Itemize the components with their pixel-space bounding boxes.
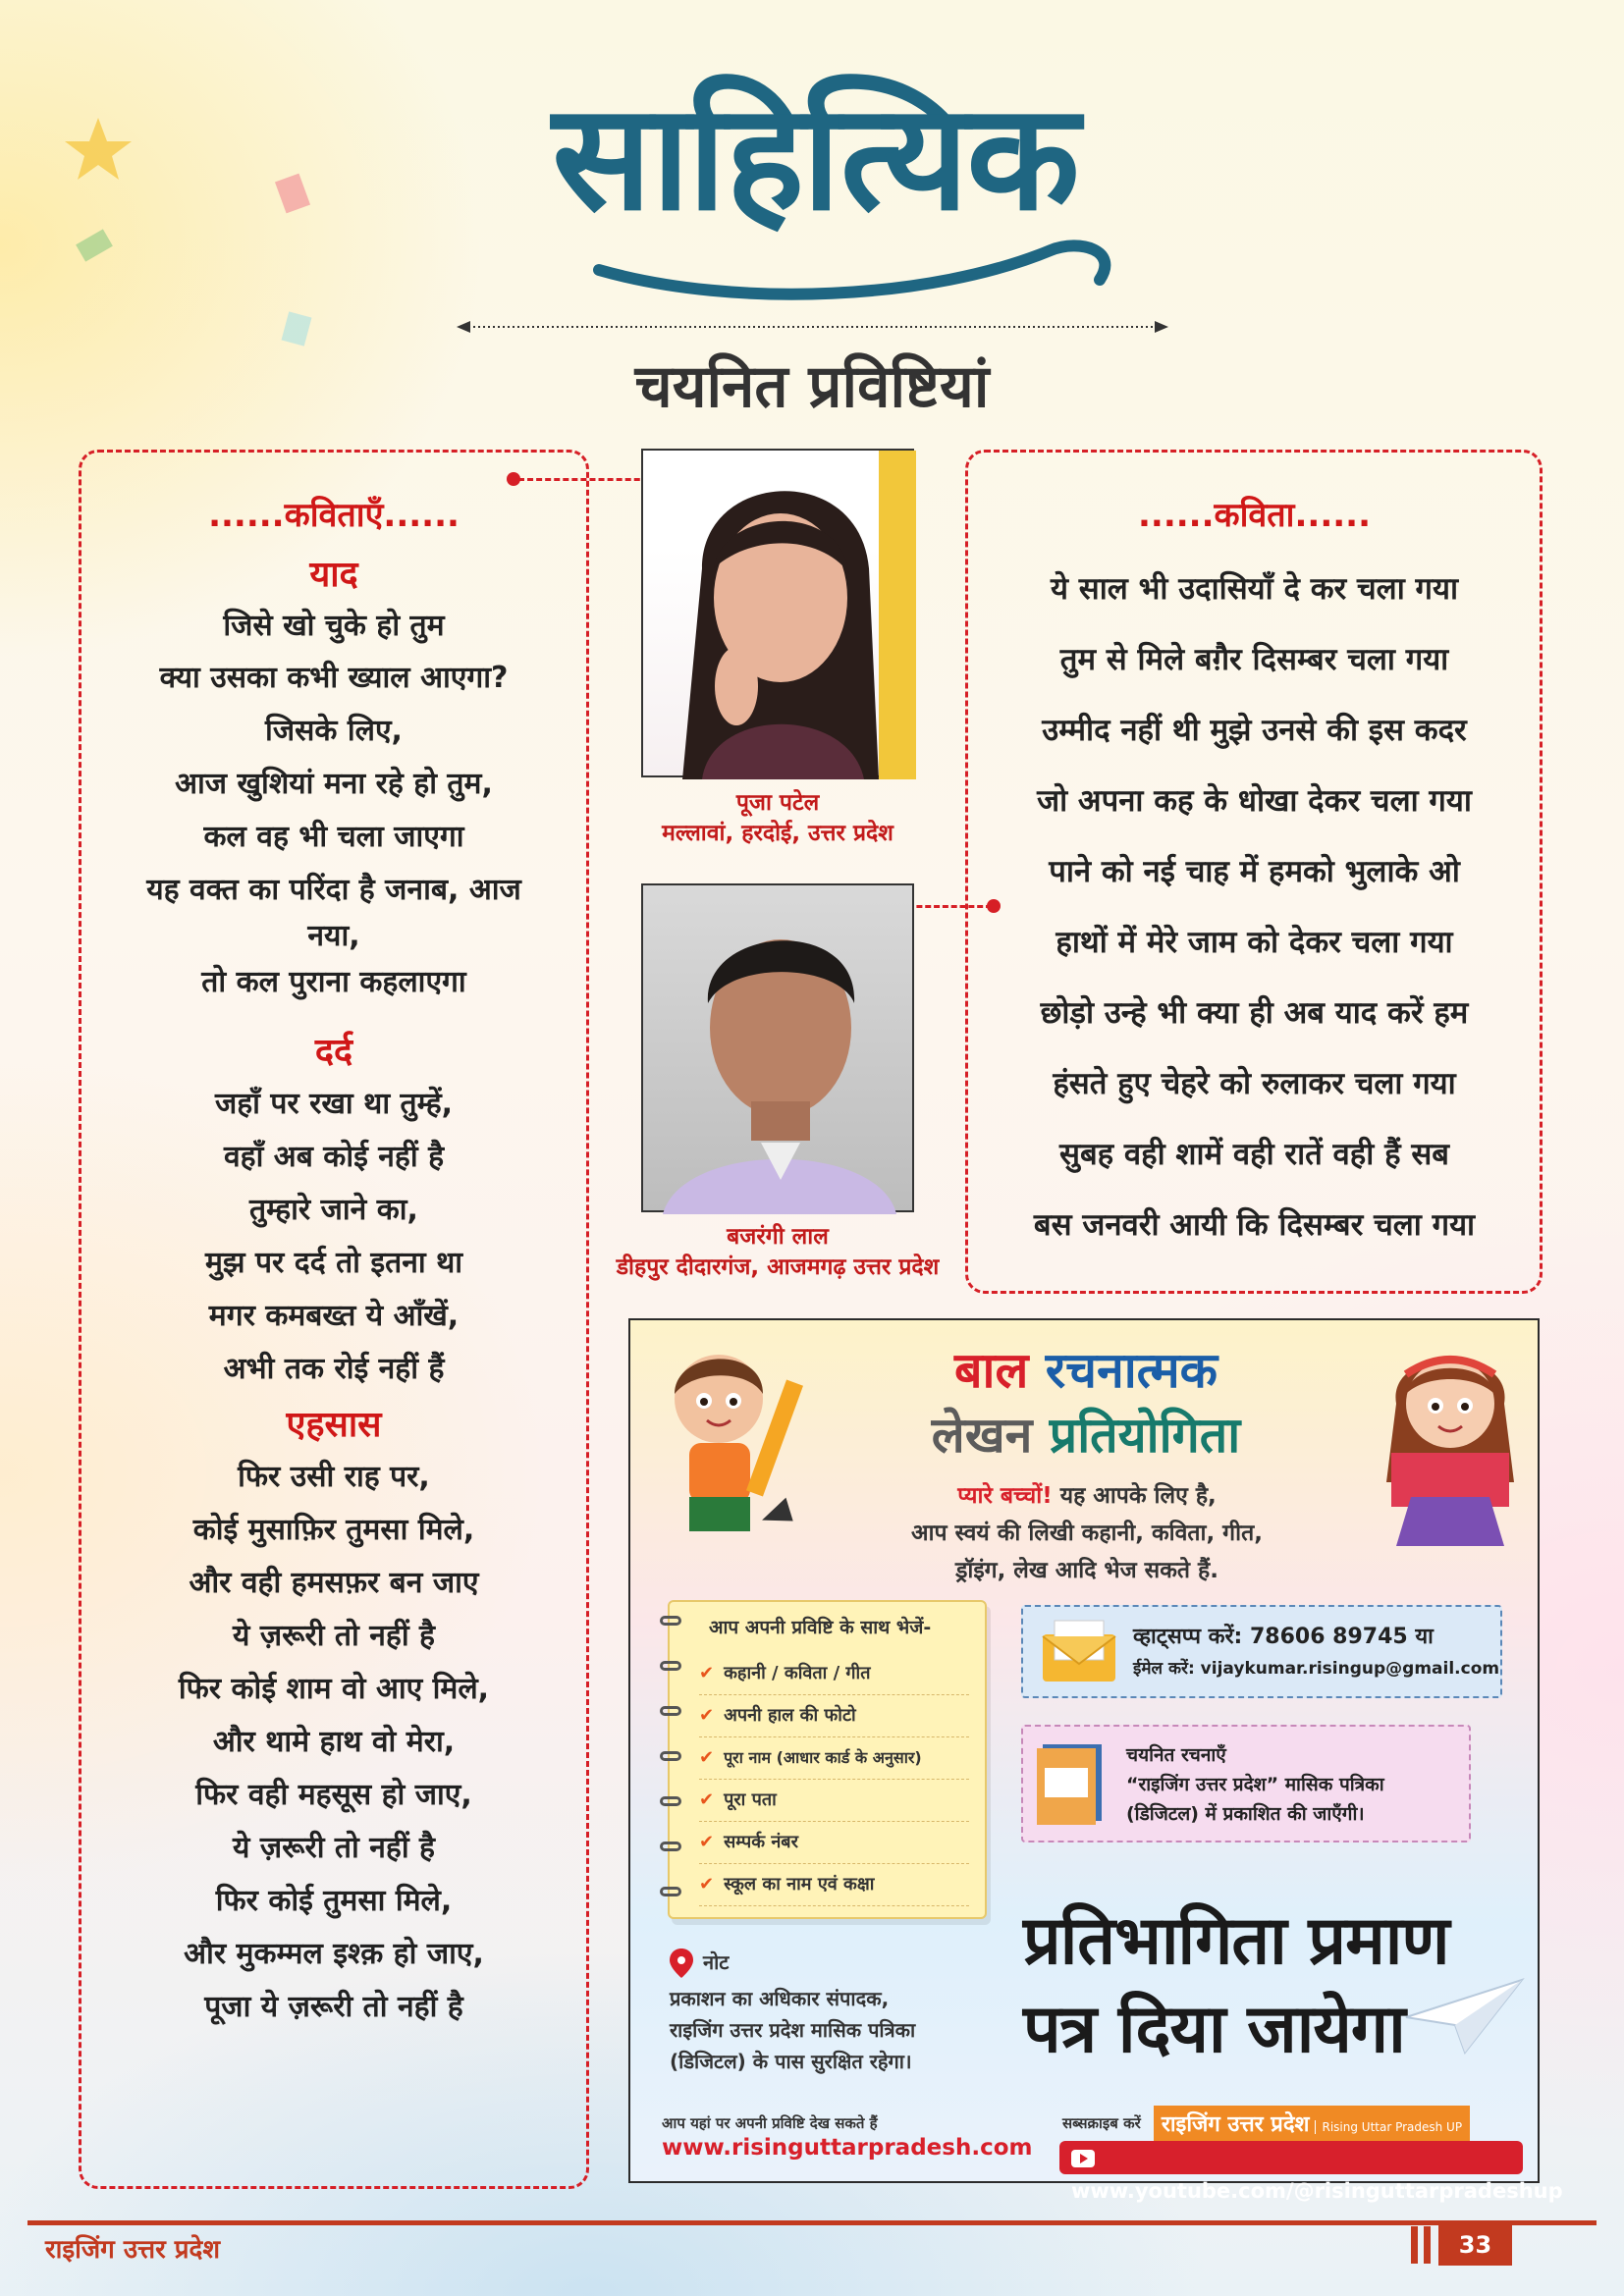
checklist-item	[699, 1822, 969, 1864]
checklist-text: अपनी हाल की फोटो	[724, 1705, 856, 1726]
notepad-ring	[660, 1796, 681, 1806]
youtube-icon	[1071, 2150, 1095, 2167]
checklist-text: स्कूल का नाम एवं कक्षा	[724, 1874, 875, 1895]
poem-line: जिसके लिए,	[265, 714, 403, 748]
youtube-url: www.youtube.com/@risinguttarpradeshup	[1071, 2179, 1563, 2203]
selected-entries-line: (डिजिटल) में प्रकाशित की जाएँगी।	[1126, 1803, 1365, 1825]
check-icon: ✔	[699, 1747, 715, 1768]
note-line: (डिजिटल) के पास सुरक्षित रहेगा।	[670, 2050, 912, 2073]
notepad-ring	[660, 1887, 681, 1896]
poem-line: पूजा ये ज़रूरी तो नहीं है	[204, 1990, 463, 2024]
ad-intro-text: ड्रॉइंग, लेख आदि भेज सकते हैं.	[955, 1558, 1218, 1583]
poem-line: तुम्हारे जाने का,	[249, 1193, 418, 1227]
checklist-item	[699, 1737, 969, 1780]
poem-line: और मुकम्मल इश्क़ हो जाए,	[184, 1937, 484, 1971]
poem-line: जहाँ पर रखा था तुम्हें,	[214, 1087, 454, 1121]
poem-line: वहाँ अब कोई नहीं है	[223, 1140, 445, 1174]
check-icon: ✔	[699, 1832, 715, 1852]
poem-line: हाथों में मेरे जाम को देकर चला गया	[1056, 925, 1453, 960]
ad-intro-highlight: प्यारे बच्चों!	[957, 1483, 1053, 1509]
selected-entries-text	[1126, 1740, 1384, 1829]
author-name: पूजा पटेल	[735, 790, 820, 816]
confetti-decoration	[59, 108, 353, 363]
poem-line: आज खुशियां मना रहे हो तुम,	[175, 767, 493, 801]
poem-line: तुम से मिले बग़ैर दिसम्बर चला गया	[1059, 642, 1449, 677]
poem-line: पाने को नई चाह में हमको भुलाके ओ	[1049, 854, 1460, 889]
youtube-link[interactable]	[1059, 2141, 1563, 2203]
title-divider	[457, 318, 1168, 336]
notepad-ring	[660, 1751, 681, 1761]
poem-line: फिर कोई शाम वो आए मिले,	[178, 1672, 490, 1706]
ad-title-line1	[630, 1340, 1542, 1401]
selected-entries-box	[1021, 1725, 1471, 1842]
poem-line: क्या उसका कभी ख्याल आएगा?	[159, 661, 509, 695]
author-place: मल्लावां, हरदोई, उत्तर प्रदेश	[662, 821, 893, 846]
checklist-text: कहानी / कविता / गीत	[724, 1663, 871, 1683]
website-link[interactable]: www.risinguttarpradesh.com	[662, 2135, 1033, 2161]
poem-line: फिर उसी राह पर,	[238, 1460, 430, 1494]
footer-bar	[1411, 2226, 1418, 2264]
checklist-item	[699, 1864, 969, 1906]
submission-checklist	[668, 1600, 987, 1919]
poem-line: ये ज़रूरी तो नहीं है	[233, 1619, 435, 1653]
poem-line: कोई मुसाफ़िर तुमसा मिले,	[192, 1513, 475, 1547]
poem-line: उम्मीद नहीं थी मुझे उनसे की इस कदर	[1042, 713, 1467, 748]
checklist-item	[699, 1695, 969, 1737]
poem-line: तो कल पुराना कहलाएगा	[201, 965, 466, 999]
checklist-text: पूरा नाम (आधार कार्ड के अनुसार)	[724, 1748, 922, 1767]
notepad-ring	[660, 1616, 681, 1626]
ad-title-word: प्रतियोगिता	[1049, 1407, 1241, 1464]
poem-line: और थामे हाथ वो मेरा,	[212, 1725, 456, 1759]
poem-line: ये साल भी उदासियाँ दे कर चला गया	[1051, 571, 1458, 607]
checklist-text: पूरा पता	[724, 1789, 777, 1810]
footer-bars	[1411, 2226, 1436, 2264]
page-number: 33	[1438, 2224, 1512, 2266]
poem-line: कल वह भी चला जाएगा	[203, 820, 464, 854]
poem-title: एहसास	[286, 1405, 382, 1445]
poem-line: यह वक्त का परिंदा है जनाब, आज	[146, 873, 521, 907]
footer-brand: राइजिंग उत्तर प्रदेश	[45, 2235, 221, 2265]
brand-badge	[1154, 2106, 1470, 2141]
ad-footer-caption: आप यहां पर अपनी प्रविष्टि देख सकते हैं	[662, 2114, 878, 2132]
checklist-heading: आप अपनी प्रविष्टि के साथ भेजें-	[709, 1617, 932, 1638]
poem-line: जो अपना कह के धोखा देकर चला गया	[1037, 783, 1472, 819]
note-text	[670, 1983, 1003, 2077]
check-icon: ✔	[699, 1874, 715, 1895]
poem-line: अभी तक रोई नहीं हैं	[223, 1352, 445, 1386]
subscribe-row	[1062, 2106, 1470, 2141]
notepad-ring	[660, 1842, 681, 1851]
page-subtitle: चयनित प्रविष्टियां	[634, 352, 990, 421]
contact-email: ईमेल करें: vijaykumar.risingup@gmail.com	[1133, 1659, 1500, 1679]
section-heading: ......कविता......	[1137, 496, 1371, 535]
ad-intro-text: आप स्वयं की लिखी कहानी, कविता, गीत,	[911, 1521, 1263, 1546]
ad-note	[670, 1949, 1003, 2077]
footer-rule	[27, 2220, 1597, 2225]
ad-footer-left	[662, 2113, 1032, 2161]
ad-title-word: बाल	[953, 1342, 1029, 1399]
ad-intro-text: यह आपके लिए है,	[1059, 1483, 1217, 1509]
author-caption	[589, 788, 966, 849]
footer-bar	[1424, 2226, 1431, 2264]
left-poems	[93, 491, 574, 2034]
ad-title-word: रचनात्मक	[1045, 1342, 1218, 1399]
contact-box	[1021, 1605, 1502, 1698]
certificate-line: पत्र दिया जायेगा	[1023, 1991, 1405, 2068]
poem-line: फिर कोई तुमसा मिले,	[215, 1884, 453, 1918]
ad-title-line2	[630, 1405, 1542, 1466]
poem-line: छोड़ो उन्हे भी क्या ही अब याद करें हम	[1040, 995, 1469, 1031]
poem-title: दर्द	[314, 1032, 353, 1072]
notepad-ring	[660, 1661, 681, 1671]
check-icon: ✔	[699, 1663, 715, 1683]
notepad-ring	[660, 1706, 681, 1716]
subscribe-label: सब्सक्राइब करें	[1062, 2114, 1141, 2132]
checklist-item	[699, 1653, 969, 1695]
title-swash	[589, 231, 1139, 309]
competition-ad	[628, 1318, 1563, 2203]
page-title: साहित्यिक	[552, 71, 1078, 243]
brand-badge-en: Rising Uttar Pradesh UP	[1315, 2120, 1462, 2134]
poem-line: मुझ पर दर्द तो इतना था	[204, 1246, 463, 1280]
poem-line: सुबह वही शामें वही रातें वही हैं सब	[1059, 1137, 1449, 1172]
poem-line: बस जनवरी आयी कि दिसम्बर चला गया	[1033, 1207, 1476, 1243]
author-place: डीहपुर दीदारगंज, आजमगढ़ उत्तर प्रदेश	[616, 1255, 940, 1280]
brand-badge-text: राइजिंग उत्तर प्रदेश	[1161, 2112, 1310, 2137]
poem-line: और वही हमसफ़र बन जाए	[189, 1566, 479, 1600]
section-heading: ......कविताएँ......	[208, 496, 460, 535]
note-line: राइजिंग उत्तर प्रदेश मासिक पत्रिका	[670, 2018, 916, 2042]
selected-entries-line: “राइजिंग उत्तर प्रदेश” मासिक पत्रिका	[1126, 1774, 1384, 1795]
check-icon: ✔	[699, 1789, 715, 1810]
poem-line: नया,	[307, 919, 360, 953]
author-photo-male	[641, 883, 914, 1212]
selected-entries-line: चयनित रचनाएँ	[1126, 1744, 1226, 1766]
contact-whatsapp: व्हाट्सप्प करें: 78606 89745 या	[1133, 1625, 1434, 1649]
checklist-text: सम्पर्क नंबर	[724, 1832, 798, 1852]
poem-line: मगर कमबख्त ये आँखें,	[208, 1299, 460, 1333]
envelope-icon	[1041, 1617, 1117, 1685]
poem-line: हंसते हुए चेहरे को रुलाकर चला गया	[1053, 1066, 1456, 1101]
poem-line: जिसे खो चुके हो तुम	[223, 609, 445, 643]
ad-intro	[827, 1477, 1347, 1589]
magazine-icon	[1035, 1738, 1113, 1827]
author-caption	[589, 1222, 966, 1283]
note-heading: नोट	[703, 1950, 730, 1974]
note-line: प्रकाशन का अधिकार संपादक,	[670, 1987, 890, 2010]
author-name: बजरंगी लाल	[727, 1224, 829, 1250]
location-pin-icon	[670, 1949, 693, 1978]
paper-plane-icon	[1406, 1978, 1524, 2056]
check-icon: ✔	[699, 1705, 715, 1726]
certificate-line: प्रतिभागिता प्रमाण	[1023, 1902, 1449, 1980]
poem-title: याद	[309, 555, 358, 595]
poem-line: फिर वही महसूस हो जाए,	[195, 1778, 472, 1812]
right-poem	[972, 491, 1537, 1260]
ad-title-word: लेखन	[931, 1407, 1033, 1464]
author-photo-female	[641, 449, 914, 777]
poem-line: ये ज़रूरी तो नहीं है	[233, 1831, 435, 1865]
checklist-item	[699, 1780, 969, 1822]
